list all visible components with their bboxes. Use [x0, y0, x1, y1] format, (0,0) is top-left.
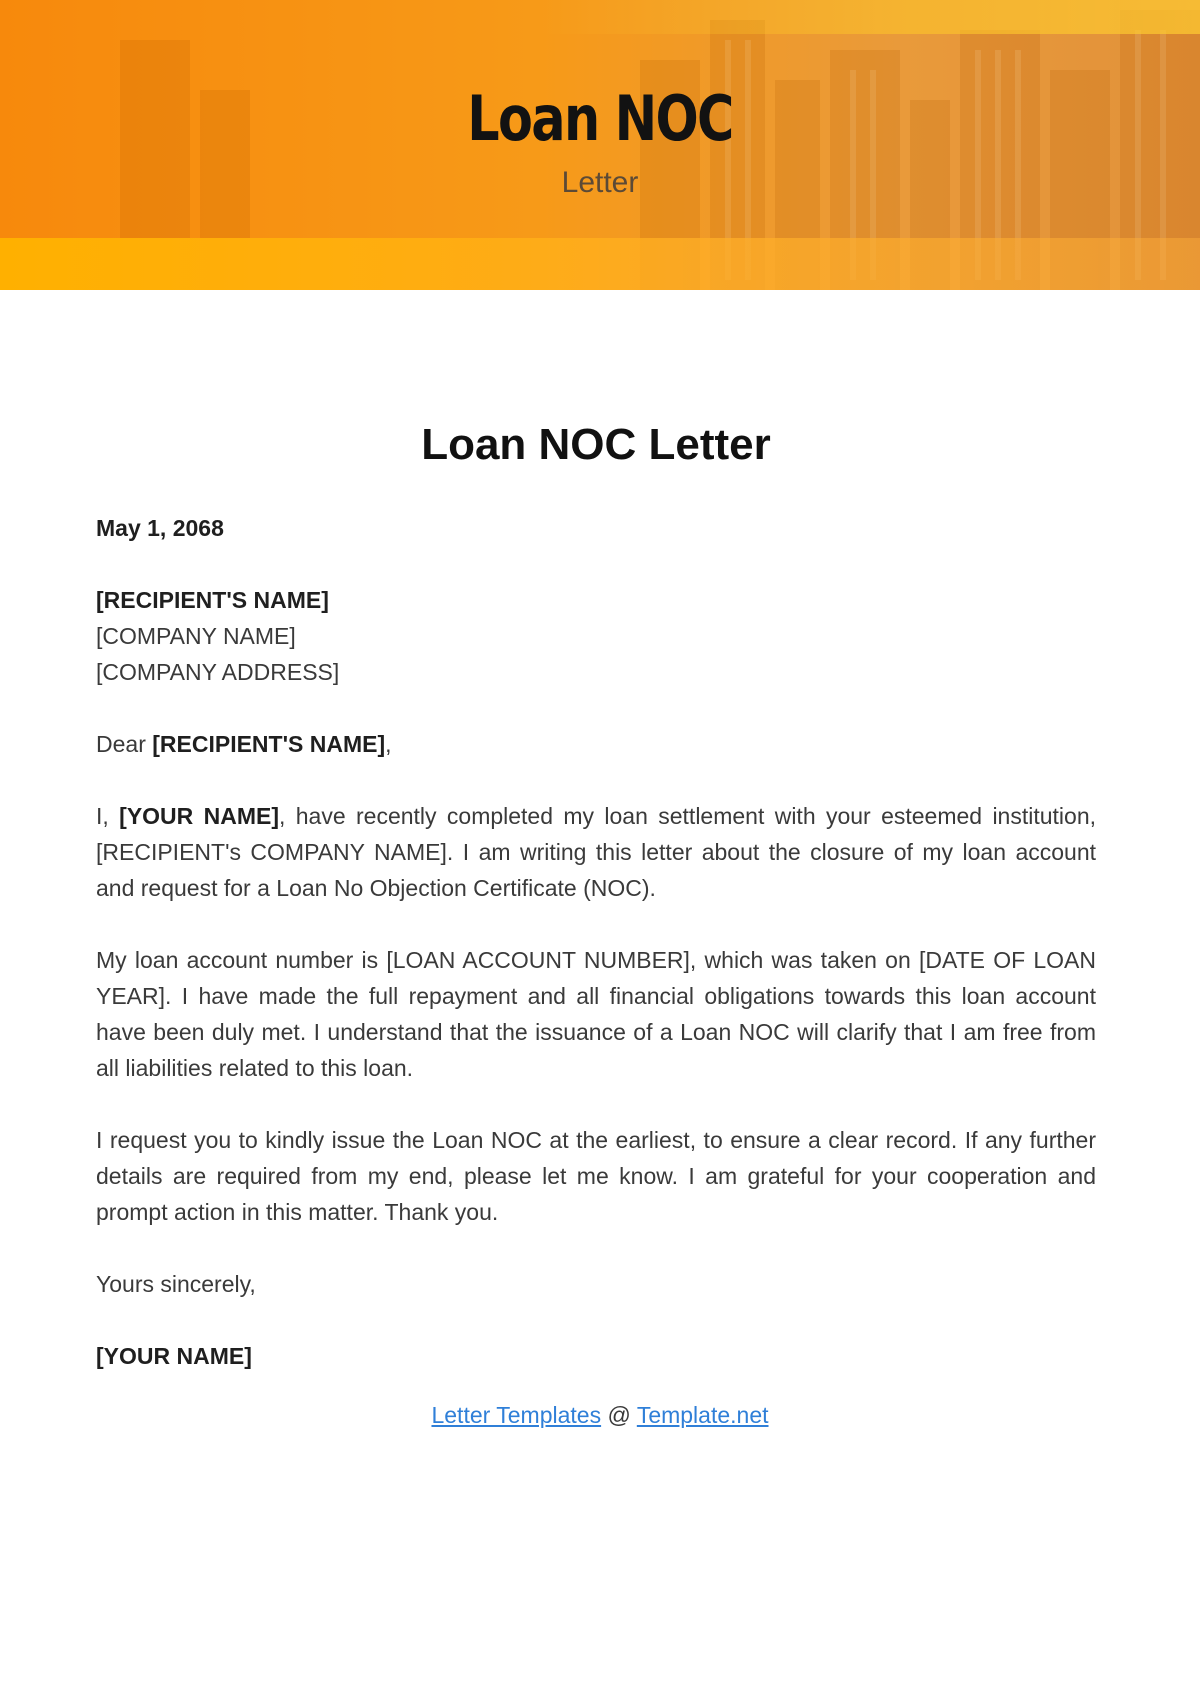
banner-top-stripe [0, 0, 1200, 34]
banner-subtitle: Letter [561, 166, 639, 199]
salutation [96, 726, 1096, 762]
salutation-suffix: , [385, 731, 392, 757]
recipient-name: [RECIPIENT'S NAME] [96, 587, 329, 613]
signature: [YOUR NAME] [96, 1343, 252, 1369]
banner-bottom-stripe [0, 238, 1200, 290]
template-net-link[interactable]: Template.net [636, 1402, 769, 1428]
recipient-address: [COMPANY ADDRESS] [96, 659, 340, 685]
paragraph-1 [96, 798, 1096, 906]
letter-body [96, 416, 1096, 1374]
closing: Yours sincerely, [96, 1271, 256, 1297]
header-banner [0, 0, 1200, 290]
salutation-name: [RECIPIENT'S NAME] [152, 731, 386, 757]
letter-date: May 1, 2068 [96, 515, 224, 541]
salutation-prefix: Dear [96, 731, 153, 757]
paragraph-1-text: , have recently completed my loan settlement with your esteemed institution, [RECIPIENT's COMPANY NAME]. I am writing this letter about the closure of my loan account and request for a Loan No Objection Certificate (NOC). [96, 803, 1097, 901]
footer-separator: @ [601, 1402, 637, 1428]
recipient-block [96, 582, 1096, 690]
paragraph-1-name: [YOUR NAME] [119, 803, 280, 829]
recipient-company: [COMPANY NAME] [96, 623, 296, 649]
paragraph-2: My loan account number is [LOAN ACCOUNT NUMBER], which was taken on [DATE OF LOAN YEAR]. I have made the full repayment and all financial obligations towards this loan account have been duly met. I understand that the issuance of a Loan NOC will clarify that I am free from all liabilities related to this loan. [96, 947, 1096, 1081]
banner-title: Loan NOC [467, 82, 733, 155]
paragraph-1-prefix: I, [96, 803, 120, 829]
footer [0, 1397, 1200, 1433]
letter-templates-link[interactable]: Letter Templates [431, 1402, 602, 1428]
letter-title: Loan NOC Letter [421, 420, 771, 469]
paragraph-3: I request you to kindly issue the Loan NOC at the earliest, to ensure a clear record. If any further details are required from my end, please let me know. I am grateful for your cooperation and prompt action in this matter. Thank you. [96, 1127, 1096, 1225]
